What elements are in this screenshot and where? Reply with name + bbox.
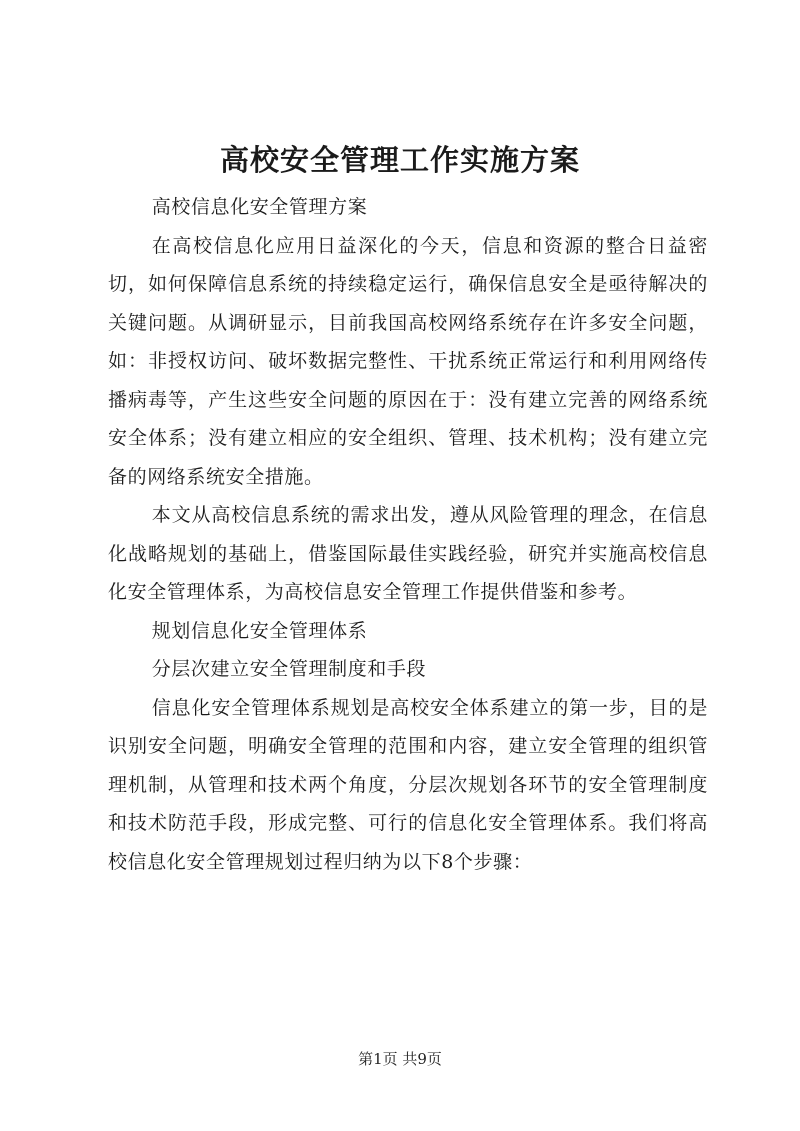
document-title: 高校安全管理工作实施方案 (219, 143, 580, 177)
subsection-heading-layers: 分层次建立安全管理制度和手段 (151, 658, 427, 680)
section-heading-planning: 规划信息化安全管理体系 (151, 619, 368, 642)
paragraph-planning-steps: 信息化安全管理体系规划是高校安全体系建立的第一步，目的是识别安全问题，明确安全管理的范围和内容，建立安全管理的组织管理机制，从管理和技术两个角度，分层次规划各环节的安全管理制度和技术防范手段，形成完整、可行的信息化安全管理体系。我们将高校信息化安全管理规划过程归纳为以下8个步骤： (108, 696, 708, 873)
paragraph-purpose: 本文从高校信息系统的需求出发，遵从风险管理的理念，在信息化战略规划的基础上，借鉴国际最佳实践经验，研究并实施高校信息化安全管理体系，为高校信息安全管理工作提供借鉴和参考。 (108, 504, 708, 603)
document-body (108, 188, 708, 881)
paragraph-subtitle: 高校信息化安全管理方案 (151, 196, 368, 218)
paragraph-intro: 在高校信息化应用日益深化的今天，信息和资源的整合日益密切，如何保障信息系统的持续稳定运行，确保信息安全是亟待解决的关键问题。从调研显示，目前我国高校网络系统存在许多安全问题，如：非授权访问、破坏数据完整性、干扰系统正常运行和利用网络传播病毒等，产生这些安全问题的原因在于：没有建立完善的网络系统安全体系；没有建立相应的安全组织、管理、技术机构；没有建立完备的网络系统安全措施。 (108, 234, 708, 488)
page-footer: 第1页 共9页 (358, 1050, 442, 1068)
